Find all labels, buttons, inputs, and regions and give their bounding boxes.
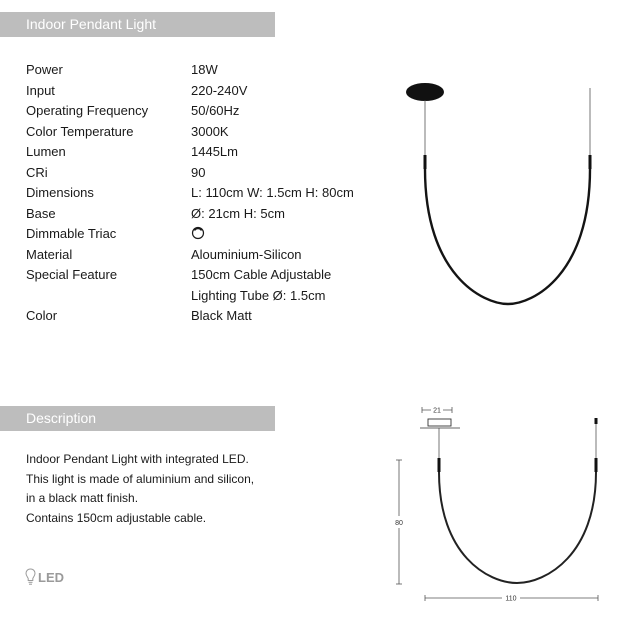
spec-label: Lumen [26,144,66,159]
spec-row [26,163,354,184]
description-line: This light is made of aluminium and silicon, [26,471,255,486]
spec-label: Dimensions [26,185,94,200]
spec-value: Ø: 21cm H: 5cm [191,205,285,221]
spec-label [26,286,191,307]
spec-label: Color Temperature [26,123,134,139]
spec-value: 3000K [191,123,229,139]
spec-value: L: 110cm W: 1.5cm H: 80cm [191,185,354,200]
spec-row [26,204,354,225]
led-tube [425,169,590,304]
base-canopy [428,419,451,426]
spec-row [26,101,354,122]
dimension-height: 80 [395,520,403,527]
description-line: Indoor Pendant Light with integrated LED. [26,452,249,466]
description-line: Contains 150cm adjustable cable. [26,510,207,525]
spec-label: Input [26,82,55,98]
spec-value: 18W [191,62,218,77]
spec-label: Special Feature [26,267,118,282]
spec-row [26,224,354,245]
dimension-length: 110 [505,595,517,603]
led-label: LED [38,569,64,585]
fixture-outline [439,472,596,583]
spec-value: 90 [191,164,206,180]
spec-value [191,224,205,245]
spec-value: 220-240V [191,82,248,98]
spec-row [26,81,354,102]
spec-value: Black Matt [191,308,252,323]
cable-clip [424,155,427,169]
spec-label: Color [26,308,58,323]
spec-table [26,60,354,327]
spec-label: CRi [26,164,48,180]
dimension-base-width: 21 [433,407,441,415]
spec-row [26,60,354,81]
spec-row [26,122,354,143]
description-section-header [0,406,275,431]
spec-value: 150cm Cable Adjustable [191,267,332,282]
spec-value: Alouminium-Silicon [191,246,302,262]
description-line: in a black matt finish. [26,491,139,505]
spec-label: Dimmable Triac [26,226,117,241]
specs-section-header [0,12,275,37]
product-image [395,75,610,310]
description-text [26,450,254,528]
technical-drawing [390,400,615,610]
spec-value: 50/60Hz [191,103,240,118]
spec-label: Material [26,246,73,262]
specs-title: Indoor Pendant Light [26,16,156,32]
spec-value: Lighting Tube Ø: 1.5cm [191,287,326,303]
spec-row [26,286,354,307]
spec-label: Power [26,62,63,77]
spec-label: Base [26,205,56,221]
spec-label: Operating Frequency [26,103,149,118]
dimmable-icon [191,226,205,240]
spec-row [26,306,354,327]
cable-clip [589,155,592,169]
spec-row [26,245,354,266]
spec-row [26,183,354,204]
ceiling-canopy [406,83,444,101]
spec-value: 1445Lm [191,144,238,159]
led-badge [25,568,64,586]
spec-row [26,142,354,163]
spec-row [26,265,354,286]
description-title: Description [26,410,97,426]
bulb-icon [25,568,36,586]
